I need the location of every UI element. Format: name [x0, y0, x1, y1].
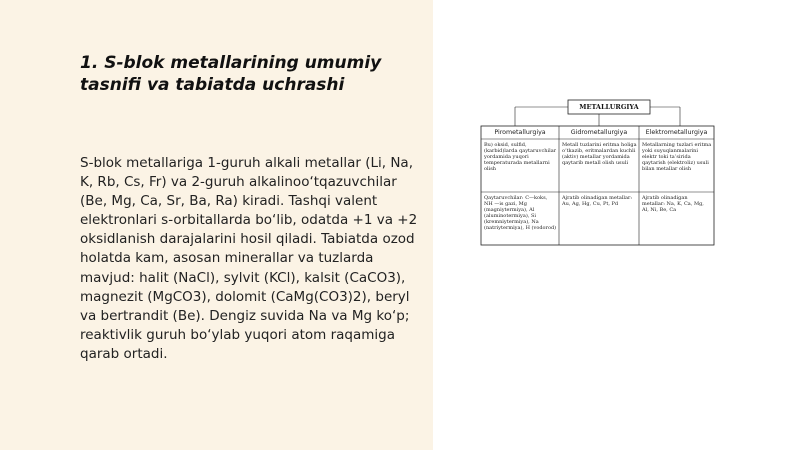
- slide-body-text: S-blok metallariga 1-guruh alkali metallar (Li, Na, K, Rb, Cs, Fr) va 2-guruh alkalinoo‘tqazuvchilar (Be, Mg, Ca, Sr, Ba, Ra) kiradi. Tashqi valent elektronlari s-orbitallarda bo‘lib, odatda +1 va +2 oksidlanish darajalarini hosil qiladi. Tabiatda ozod holatda kam, asosan minerallar va tuzlarda mavjud: halit (NaCl), sylvit (KCl), kalsit (CaCO3), magnezit (MgCO3), dolomit (CaMg(CO3)2), beryl va bertrandit (Be). Dengiz suvida Na va Mg ko‘p; reaktivlik guruh bo‘ylab yuqori atom raqamiga qarab ortadi.: [80, 155, 418, 362]
- examples-pyrometallurgy: Qaytaruvchilar: C—koks, NH —is gazi, Mg (magniytermiya), Al (aluminotermiya), Si (kremniytermiya), Na (natriytermiya), H (vodorod): [484, 195, 557, 231]
- metallurgy-diagram: [479, 98, 716, 248]
- description-pyrometallurgy: Bu) oksid, sulfid, (karbid)larda qaytaruvchilar yordamida yuqori temperaturada metallarni olish: [484, 142, 557, 172]
- header-hydrometallurgy: Gidrometallurgiya: [570, 129, 628, 136]
- description-hydrometallurgy: Metall tuzlarini eritma holiga o‘tkazib, eritmalardan kuchli (aktiv) metallar yordamida qaytarib metall olish usuli: [562, 142, 637, 166]
- diagram-root-label: METALLURGIYA: [579, 103, 639, 111]
- examples-hydrometallurgy: Ajratib olinadigan metallar: Au, Ag, Hg, Cu, Pt, Pd: [562, 195, 633, 207]
- examples-electrometallurgy: Ajratib olinadigan metallar: Na, K, Ca, Mg, Al, Ni, Be, Ca: [642, 195, 704, 213]
- slide-title: 1. S-blok metallarining umumiy tasnifi va tabiatda uchrashi: [80, 53, 382, 95]
- header-pyrometallurgy: Pirometallurgiya: [494, 129, 546, 136]
- description-electrometallurgy: Metallarning tuzlari eritma yoki suyuqlanmalarini elektr toki ta’sirida qaytarish (elektroliz) usuli bilan metallar olish: [642, 142, 712, 172]
- header-electrometallurgy: Elektrometallurgiya: [645, 129, 708, 136]
